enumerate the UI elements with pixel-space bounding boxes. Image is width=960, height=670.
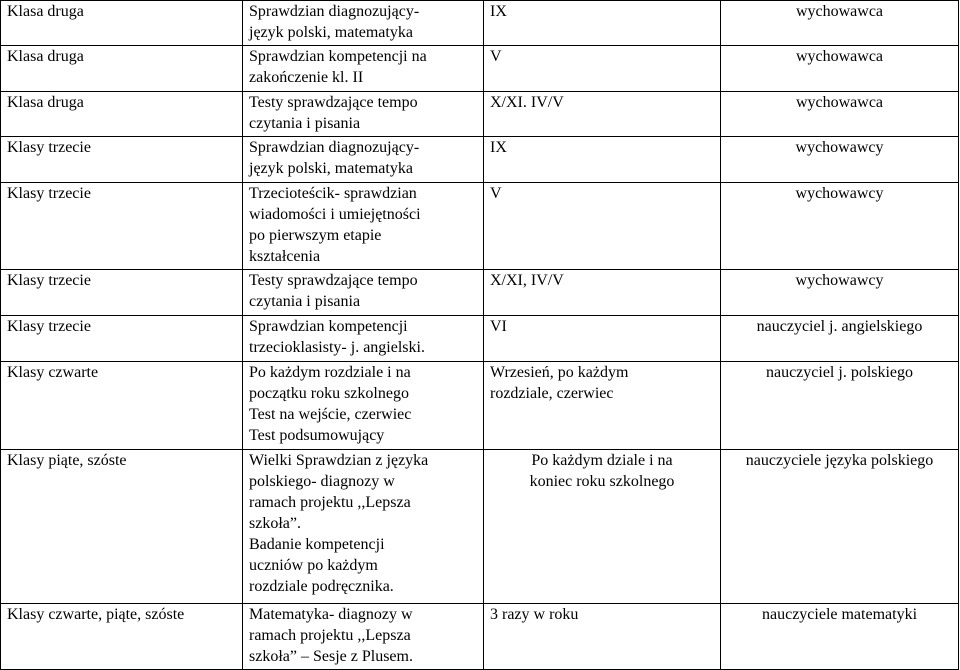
table-row [1, 92, 959, 137]
activity-cell: Trzecioteścik- sprawdzian wiadomości i umiejętności po pierwszym etapie kształcenia [243, 183, 484, 270]
table-row [1, 183, 959, 270]
responsible-cell: wychowawcy [721, 183, 959, 270]
responsible-cell: wychowawca [721, 1, 959, 46]
table-row [1, 316, 959, 362]
class-group-cell: Klasy trzecie [1, 270, 243, 316]
class-group-cell: Klasy piąte, szóste [1, 450, 243, 604]
responsible-cell: nauczyciele języka polskiego [721, 450, 959, 604]
responsible-cell: wychowawcy [721, 137, 959, 183]
activity-cell: Sprawdzian kompetencji na zakończenie kl. II [243, 46, 484, 92]
term-cell: Wrzesień, po każdym rozdziale, czerwiec [484, 362, 721, 450]
term-cell: X/XI, IV/V [484, 270, 721, 316]
activity-cell: Po każdym rozdziale i na początku roku szkolnego Test na wejście, czerwiec Test podsumowujący [243, 362, 484, 450]
class-group-cell: Klasy trzecie [1, 183, 243, 270]
table-row [1, 450, 959, 604]
class-group-cell: Klasa druga [1, 46, 243, 92]
term-cell: Po każdym dziale i na koniec roku szkolnego [484, 450, 721, 604]
class-group-cell: Klasa druga [1, 1, 243, 46]
activity-cell: Matematyka- diagnozy w ramach projektu ,,Lepsza szkoła” – Sesje z Plusem. [243, 604, 484, 670]
activity-cell: Sprawdzian diagnozujący- język polski, matematyka [243, 137, 484, 183]
class-group-cell: Klasy trzecie [1, 316, 243, 362]
table-row [1, 362, 959, 450]
term-cell: X/XI. IV/V [484, 92, 721, 137]
term-cell: 3 razy w roku [484, 604, 721, 670]
responsible-cell: wychowawca [721, 92, 959, 137]
activity-cell: Sprawdzian kompetencji trzecioklasisty- j. angielski. [243, 316, 484, 362]
table-row [1, 604, 959, 670]
table-row [1, 1, 959, 46]
activity-cell: Testy sprawdzające tempo czytania i pisania [243, 270, 484, 316]
responsible-cell: wychowawcy [721, 270, 959, 316]
class-group-cell: Klasy czwarte [1, 362, 243, 450]
responsible-cell: nauczyciele matematyki [721, 604, 959, 670]
activity-cell: Wielki Sprawdzian z języka polskiego- diagnozy w ramach projektu ,,Lepsza szkoła”. Badanie kompetencji uczniów po każdym rozdziale podręcznika. [243, 450, 484, 604]
activity-cell: Sprawdzian diagnozujący- język polski, matematyka [243, 1, 484, 46]
term-cell: IX [484, 1, 721, 46]
table-row [1, 137, 959, 183]
term-cell: VI [484, 316, 721, 362]
class-group-cell: Klasy czwarte, piąte, szóste [1, 604, 243, 670]
class-group-cell: Klasy trzecie [1, 137, 243, 183]
term-cell: V [484, 183, 721, 270]
table-row [1, 270, 959, 316]
responsible-cell: wychowawca [721, 46, 959, 92]
responsible-cell: nauczyciel j. angielskiego [721, 316, 959, 362]
term-cell: V [484, 46, 721, 92]
responsible-cell: nauczyciel j. polskiego [721, 362, 959, 450]
activity-cell: Testy sprawdzające tempo czytania i pisania [243, 92, 484, 137]
term-cell: IX [484, 137, 721, 183]
table-row [1, 46, 959, 92]
class-group-cell: Klasa druga [1, 92, 243, 137]
